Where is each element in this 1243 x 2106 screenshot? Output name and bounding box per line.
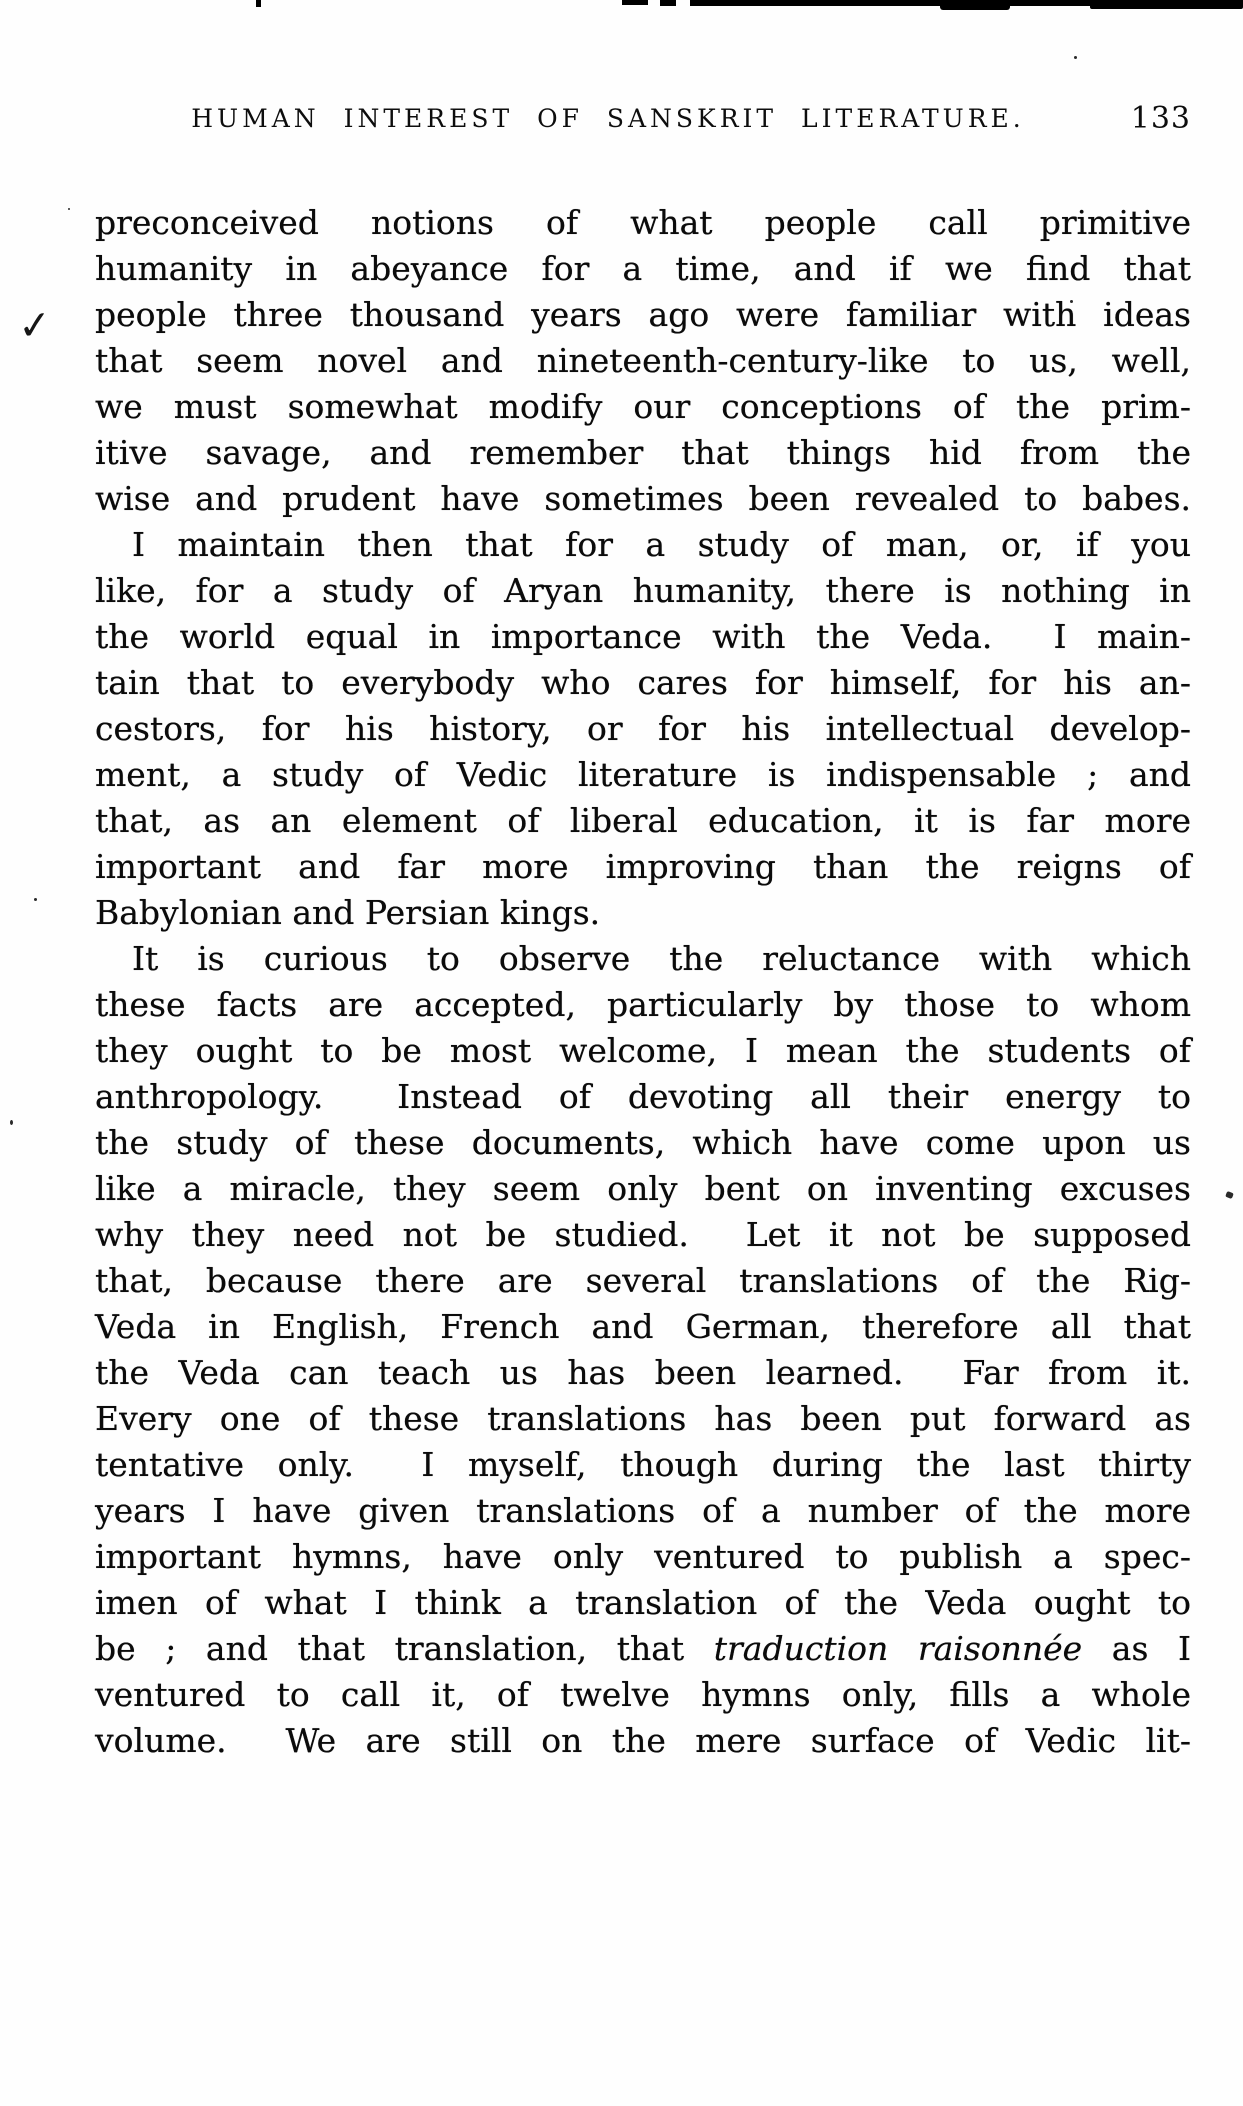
scan-speck [34,898,37,901]
text-line: tain that to everybody who cares for himself, for his an- [95,663,1191,702]
scan-artifact-tick [256,0,261,7]
text-line: be ; and that translation, that traduction raisonnée as I [95,1629,1192,1668]
italic-phrase: traduction raisonnée [713,1629,1083,1668]
scan-speck [1225,1191,1234,1199]
margin-checkmark-icon: ✓ [16,301,54,351]
text-line: cestors, for his history, or for his intellectual develop- [95,709,1191,748]
text-line: wise and prudent have sometimes been revealed to babes. [95,479,1191,518]
text-line: Veda in English, French and German, therefore all that [95,1307,1191,1346]
scan-artifact-blob [1090,0,1243,9]
text-line: itive savage, and remember that things hid from the [95,433,1191,472]
text-line: the Veda can teach us has been learned. Far from it. [95,1353,1191,1392]
text-line: these facts are accepted, particularly by those to whom [95,985,1191,1024]
text-line: ment, a study of Vedic literature is indispensable ; and [95,755,1191,794]
text-line: volume. We are still on the mere surface of Vedic lit- [95,1721,1191,1760]
text-line: that, because there are several translations of the Rig- [95,1261,1191,1300]
text-line: like a miracle, they seem only bent on inventing excuses [95,1169,1191,1208]
text-line: important and far more improving than the reigns of [95,847,1191,886]
scan-speck [10,1120,13,1125]
text-line: tentative only. I myself, though during the last thirty [95,1445,1191,1484]
running-title: HUMAN INTEREST OF SANSKRIT LITERATURE. [191,104,1025,133]
text-body [95,200,1191,1764]
text-line: Babylonian and Persian kings. [95,893,601,932]
scan-speck [68,208,70,210]
text-line: people three thousand years ago were familiar with ideas [95,295,1191,334]
scan-artifact-dash [622,0,648,5]
text-line: ventured to call it, of twelve hymns only, fills a whole [95,1675,1191,1714]
text-line: anthropology. Instead of devoting all their energy to [95,1077,1191,1116]
text-line: imen of what I think a translation of the Veda ought to [95,1583,1191,1622]
text-line: Every one of these translations has been put forward as [95,1399,1191,1438]
text-line: why they need not be studied. Let it not be supposed [95,1215,1191,1254]
page-number: 133 [1130,101,1191,136]
text-line: It is curious to observe the reluctance with which [132,939,1191,978]
text-line: like, for a study of Aryan humanity, there is nothing in [95,571,1191,610]
scan-speck [1074,56,1077,59]
text-line: I maintain then that for a study of man, or, if you [132,525,1191,564]
text-line: important hymns, have only ventured to publish a spec- [95,1537,1191,1576]
text-line: they ought to be most welcome, I mean the students of [95,1031,1191,1070]
scan-artifact-dash [660,0,676,6]
text-line: that seem novel and nineteenth-century-like to us, well, [95,341,1191,380]
text-line: years I have given translations of a number of the more [95,1491,1191,1530]
scan-artifact-blob [940,0,1010,10]
text-line: we must somewhat modify our conceptions of the prim- [95,387,1191,426]
text-line: humanity in abeyance for a time, and if we find that [95,249,1191,288]
text-line: preconceived notions of what people call primitive [95,203,1191,242]
text-line: that, as an element of liberal education, it is far more [95,801,1191,840]
text-line: the study of these documents, which have come upon us [95,1123,1191,1162]
text-line: the world equal in importance with the Veda. I main- [95,617,1191,656]
running-head [95,101,1191,140]
